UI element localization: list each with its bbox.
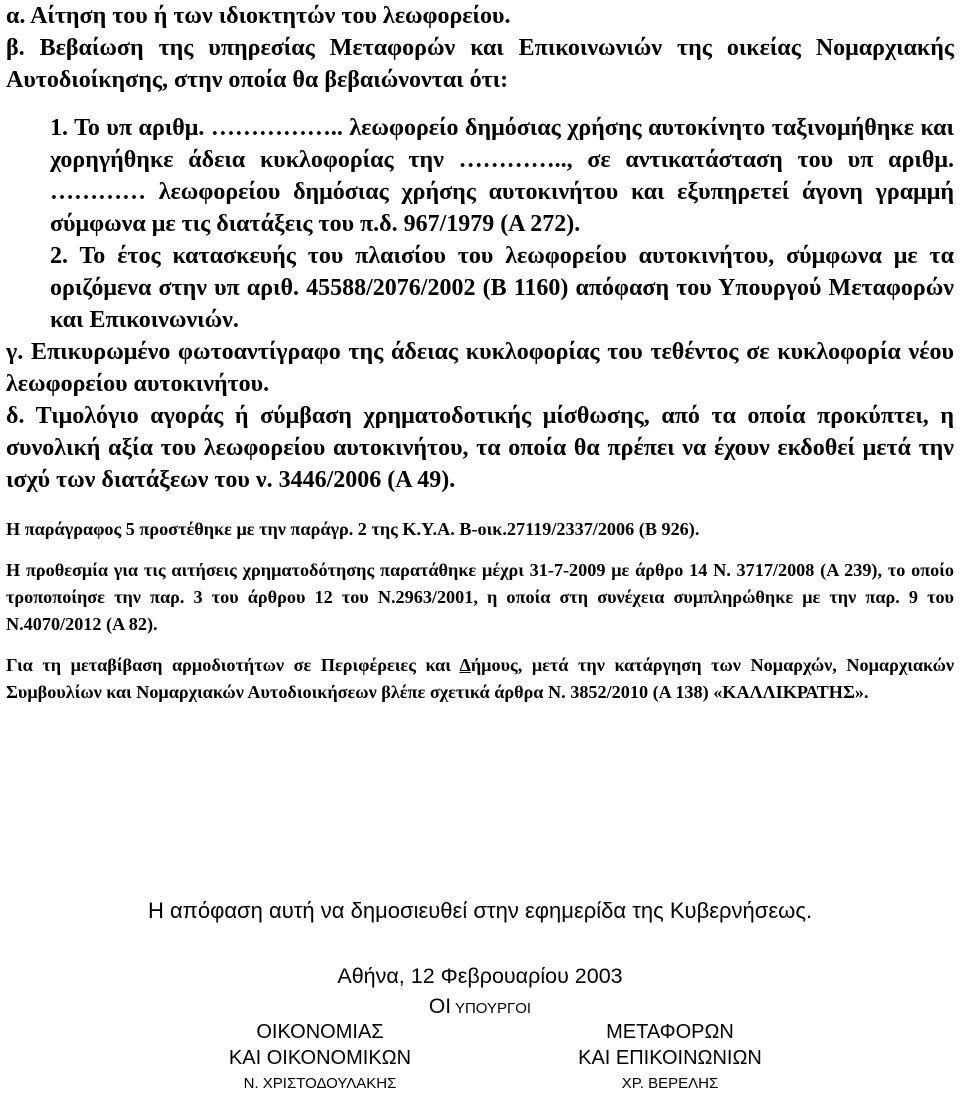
item-b2: 2. Το έτος κατασκευής του πλαισίου του λεωφορείου αυτοκινήτου, σύμφωνα με τα οριζόμενα στην υπ αριθ. 45588/2076/2002 (Β 1160) απόφαση του Υπουργού Μεταφορών και Επικοινωνιών.: [50, 243, 954, 333]
left-ministry-line-1: ΟΙΚΟΝΟΜΙΑΣ: [256, 1021, 384, 1043]
signature-right: [530, 1019, 810, 1094]
signature-left: [180, 1019, 460, 1094]
right-ministry-line-2: ΚΑΙ ΕΠΙΚΟΙΝΩΝΙΩΝ: [578, 1047, 762, 1069]
item-b1-text: …………….. λεωφορείο δημόσιας χρήσης αυτοκίνητο ταξινομήθηκε και χορηγήθηκε άδεια κυκλοφορίας την ………….., σε αντικατάσταση του υπ αριθμ. ………… λεωφορείου δημόσιας χρήσης αυτοκινήτου και εξυπηρετεί άγονη γραμμή σύμφωνα με τις διατάξεις του π.δ. 967/1979 (Α 272).: [50, 115, 954, 237]
note-deadline: Η προθεσμία για τις αιτήσεις χρηματοδότησης παρατάθηκε μέχρι 31-7-2009 με άρθρο 14 Ν. 3717/2008 (Α 239), το οποίο τροποποίησε την παρ. 3 του άρθρου 12 του Ν.2963/2001, η οποία στη συνέχεια συμπληρώθηκε με την παρ. 9 του Ν.4070/2012 (Α 82).: [6, 560, 954, 634]
left-minister-name: Ν. ΧΡΙΣΤΟΔΟΥΛΑΚΗΣ: [243, 1075, 397, 1092]
note-transfer-dimos: Δ: [459, 655, 471, 675]
item-c: γ. Επικυρωμένο φωτοαντίγραφο της άδειας κυκλοφορίας του τεθέντος σε κυκλοφορία νέου λεωφορείου αυτοκινήτου.: [6, 339, 954, 397]
item-d: δ. Τιμολόγιο αγοράς ή σύμβαση χρηματοδοτικής μίσθωσης, από τα οποία προκύπτει, η συνολική αξία του λεωφορείου αυτοκινήτου, τα οποία θα πρέπει να έχουν εκδοθεί μετά την ισχύ των διατάξεων του ν. 3446/2006 (Α 49).: [6, 403, 954, 493]
right-minister-name: ΧΡ. ΒΕΡΕΛΗΣ: [621, 1075, 719, 1092]
item-b: β. Βεβαίωση της υπηρεσίας Μεταφορών και Επικοινωνιών της οικείας Νομαρχιακής Αυτοδιοίκησης, στην οποία θα βεβαιώνονται ότι:: [6, 35, 954, 93]
note-paragraph-5: Η παράγραφος 5 προστέθηκε με την παράγρ. 2 της Κ.Υ.Α. Β-οικ.27119/2337/2006 (Β 926).: [6, 519, 700, 539]
place-date: Αθήνα, 12 Φεβρουαρίου 2003: [337, 964, 623, 988]
item-a: α. Αίτηση του ή των ιδιοκτητών του λεωφορείου.: [6, 3, 511, 29]
publication-decree: Η απόφαση αυτή να δημοσιευθεί στην εφημερίδα της Κυβερνήσεως.: [147, 898, 813, 923]
left-ministry-line-2: ΚΑΙ ΟΙΚΟΝΟΜΙΚΩΝ: [228, 1047, 412, 1069]
note-transfer: [6, 652, 954, 706]
document-page: [6, 0, 954, 706]
item-b1: [6, 112, 954, 240]
item-b1-prefix: 1. Το υπ αριθμ.: [50, 115, 205, 141]
right-ministry-line-1: ΜΕΤΑΦΟΡΩΝ: [606, 1021, 734, 1043]
note-transfer-b: ήμους, μετά την κατάργηση των Νομαρχών, Νομαρχιακών Συμβουλίων και Νομαρχιακών Αυτοδιοικήσεων βλέπε σχετικά άρθρα Ν. 3852/2010 (Α 138) «ΚΑΛΛΙΚΡΑΤΗΣ».: [6, 655, 955, 702]
note-transfer-a: Για τη μεταβίβαση αρμοδιοτήτων σε Περιφέρειες και: [6, 655, 460, 675]
ministers-heading: ΟΙ ΥΠΟΥΡΓΟΙ: [428, 995, 532, 1018]
